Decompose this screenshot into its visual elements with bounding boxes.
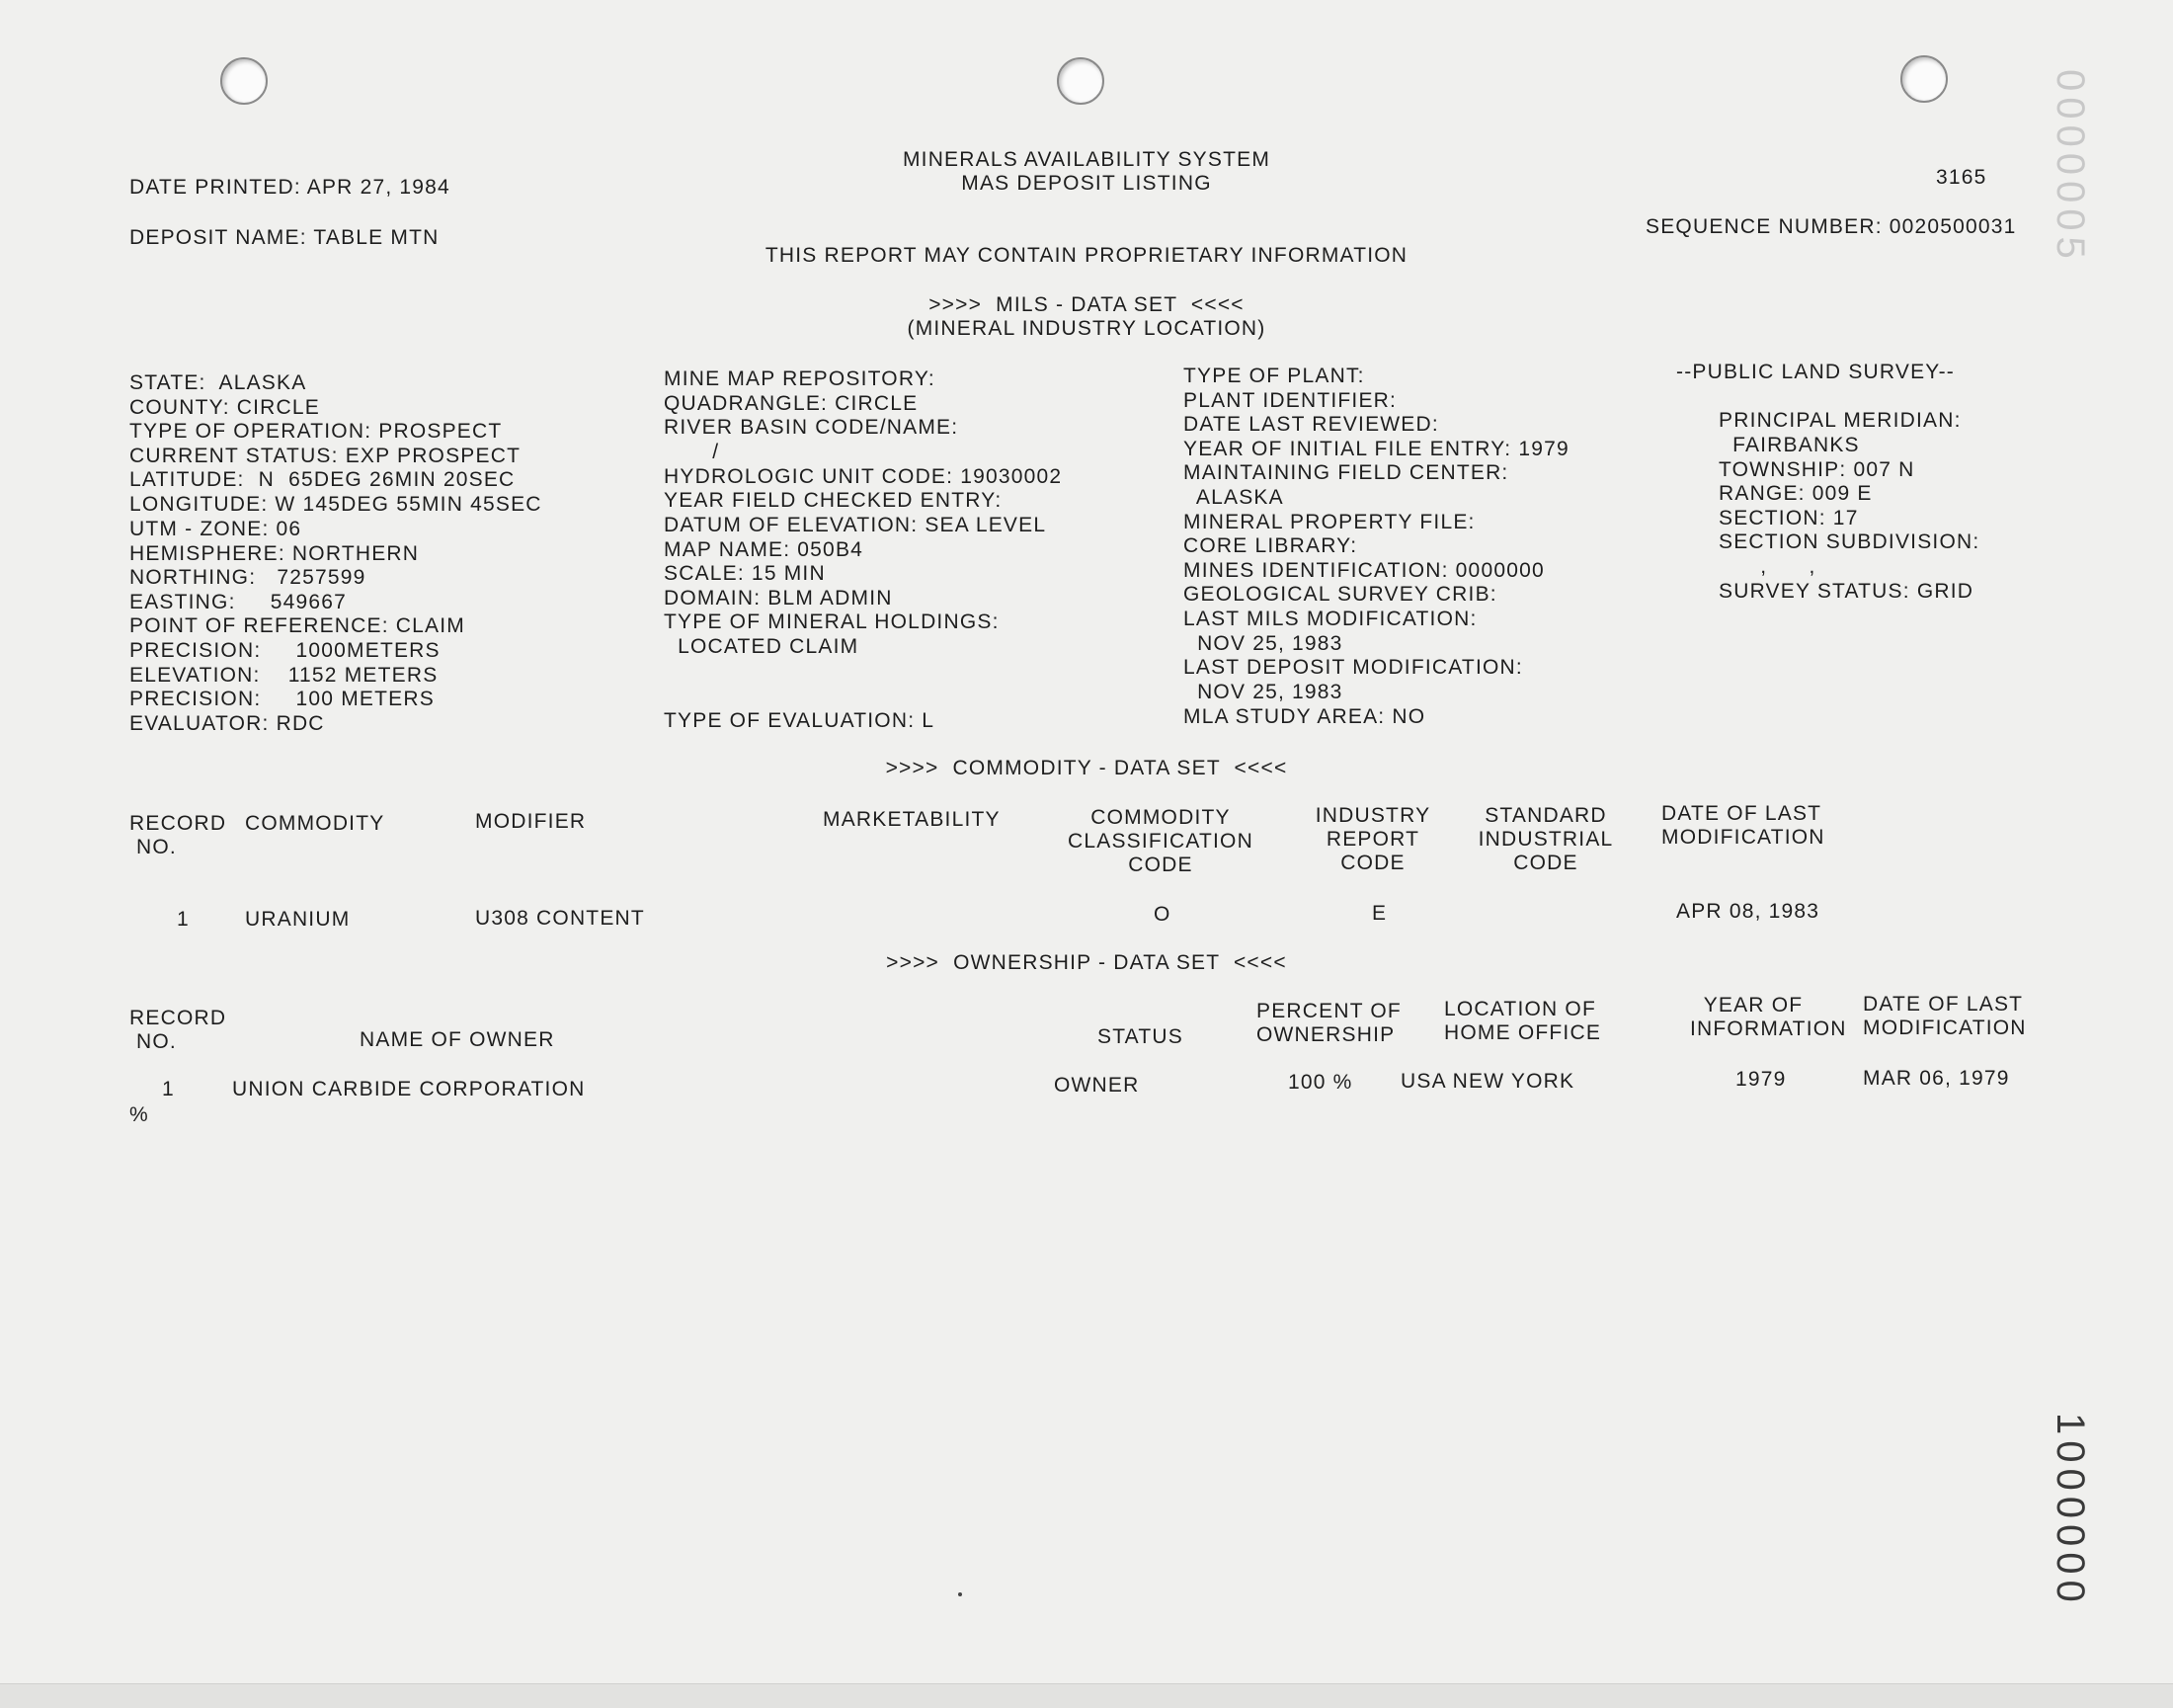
stray-mark: [958, 1592, 962, 1596]
field-line: STATE: ALASKA: [129, 371, 307, 394]
field-line: MLA STUDY AREA: NO: [1183, 705, 1426, 728]
field-line: HEMISPHERE: NORTHERN: [129, 542, 420, 565]
field-line: RIVER BASIN CODE/NAME:: [664, 416, 959, 439]
commodity-section-title: >>>> COMMODITY - DATA SET <<<<: [885, 757, 1288, 779]
field-line: NOV 25, 1983: [1183, 681, 1343, 703]
cell-date: APR 08, 1983: [1676, 900, 1820, 923]
cell-record: 1: [162, 1078, 175, 1100]
field-line: YEAR OF INITIAL FILE ENTRY: 1979: [1183, 438, 1569, 460]
field-line: PRINCIPAL MERIDIAN:: [1719, 409, 1962, 432]
punch-hole-center: [1057, 57, 1104, 105]
margin-stamp-top: 0000005: [2049, 69, 2092, 265]
field-line: LATITUDE: N 65DEG 26MIN 20SEC: [129, 468, 516, 491]
cell-commodity: URANIUM: [245, 908, 351, 931]
col-header-marketability: MARKETABILITY: [823, 808, 1001, 831]
field-line: ALASKA: [1183, 486, 1284, 509]
field-line: DOMAIN: BLM ADMIN: [664, 587, 893, 610]
field-line: PRECISION: 1000METERS: [129, 639, 441, 662]
field-line: COUNTY: CIRCLE: [129, 396, 320, 419]
punch-hole-right: [1900, 55, 1948, 103]
field-line: QUADRANGLE: CIRCLE: [664, 392, 919, 415]
date-printed: DATE PRINTED: APR 27, 1984: [129, 176, 450, 199]
cell-record: 1: [177, 908, 190, 931]
col-header-percent: PERCENT OF OWNERSHIP: [1256, 1000, 1402, 1046]
field-line: CURRENT STATUS: EXP PROSPECT: [129, 445, 522, 467]
col-header-record: RECORD NO.: [129, 1007, 227, 1053]
field-line: LOCATED CLAIM: [664, 635, 859, 658]
col-header-record: RECORD NO.: [129, 812, 227, 858]
cell-status: OWNER: [1054, 1074, 1140, 1097]
field-line: EVALUATOR: RDC: [129, 712, 325, 735]
cell-classification: O: [1154, 903, 1171, 926]
field-line: TYPE OF OPERATION: PROSPECT: [129, 420, 503, 443]
listing-title: MAS DEPOSIT LISTING: [961, 172, 1212, 195]
cell-percent: 100 %: [1288, 1071, 1353, 1094]
cell-location: USA NEW YORK: [1401, 1070, 1575, 1093]
field-line: MINERAL PROPERTY FILE:: [1183, 511, 1476, 533]
field-line: FAIRBANKS: [1719, 434, 1860, 456]
field-line: LAST DEPOSIT MODIFICATION:: [1183, 656, 1523, 679]
col-header-industry-code: INDUSTRY REPORT CODE: [1315, 804, 1431, 874]
field-line: MAP NAME: 050B4: [664, 538, 864, 561]
field-line: /: [664, 441, 720, 463]
col-header-owner: NAME OF OWNER: [360, 1028, 555, 1051]
field-line: ELEVATION: 1152 METERS: [129, 664, 439, 687]
field-line: TYPE OF PLANT:: [1183, 365, 1365, 387]
system-title: MINERALS AVAILABILITY SYSTEM: [902, 148, 1271, 171]
mils-section-subtitle: (MINERAL INDUSTRY LOCATION): [907, 317, 1266, 340]
col-header-date: DATE OF LAST MODIFICATION: [1661, 802, 1825, 849]
field-line: , ,: [1719, 555, 1816, 578]
field-line: SURVEY STATUS: GRID: [1719, 580, 1974, 603]
field-line: DATUM OF ELEVATION: SEA LEVEL: [664, 514, 1047, 536]
field-line: NORTHING: 7257599: [129, 566, 366, 589]
punch-hole-left: [220, 57, 268, 105]
field-line: RANGE: 009 E: [1719, 482, 1873, 505]
field-line: POINT OF REFERENCE: CLAIM: [129, 614, 465, 637]
page-number: 3165: [1936, 166, 1987, 189]
field-line: LAST MILS MODIFICATION:: [1183, 608, 1478, 630]
field-line: YEAR FIELD CHECKED ENTRY:: [664, 489, 1003, 512]
field-line: TYPE OF EVALUATION: L: [664, 709, 935, 732]
field-line: PRECISION: 100 METERS: [129, 688, 435, 710]
field-line: UTM - ZONE: 06: [129, 518, 302, 540]
cell-modifier: U308 CONTENT: [475, 907, 645, 930]
field-line: --PUBLIC LAND SURVEY--: [1676, 361, 1955, 383]
field-line: PLANT IDENTIFIER:: [1183, 389, 1398, 412]
col-header-commodity: COMMODITY: [245, 812, 385, 835]
field-line: HYDROLOGIC UNIT CODE: 19030002: [664, 465, 1063, 488]
field-line: SECTION SUBDIVISION:: [1719, 530, 1980, 553]
cell-industry-code: E: [1372, 902, 1388, 925]
page-bottom-edge: [0, 1683, 2173, 1708]
cell-date: MAR 06, 1979: [1863, 1067, 2010, 1090]
field-line: MINE MAP REPOSITORY:: [664, 367, 935, 390]
cell-owner: UNION CARBIDE CORPORATION: [232, 1078, 586, 1100]
field-line: SCALE: 15 MIN: [664, 562, 826, 585]
cell-year: 1979: [1735, 1068, 1787, 1091]
col-header-classification: COMMODITY CLASSIFICATION CODE: [1068, 806, 1253, 876]
field-line: MAINTAINING FIELD CENTER:: [1183, 461, 1509, 484]
field-line: GEOLOGICAL SURVEY CRIB:: [1183, 583, 1497, 606]
field-line: EASTING: 549667: [129, 591, 348, 613]
field-line: LONGITUDE: W 145DEG 55MIN 45SEC: [129, 493, 542, 516]
ownership-section-title: >>>> OWNERSHIP - DATA SET <<<<: [886, 951, 1287, 974]
col-header-location: LOCATION OF HOME OFFICE: [1444, 998, 1602, 1044]
field-line: DATE LAST REVIEWED:: [1183, 413, 1439, 436]
deposit-name: DEPOSIT NAME: TABLE MTN: [129, 226, 440, 249]
col-header-modifier: MODIFIER: [475, 810, 587, 833]
col-header-year: YEAR OF INFORMATION: [1690, 994, 1847, 1040]
field-line: SECTION: 17: [1719, 507, 1859, 529]
field-line: CORE LIBRARY:: [1183, 534, 1358, 557]
field-line: TYPE OF MINERAL HOLDINGS:: [664, 610, 1000, 633]
mils-section-title: >>>> MILS - DATA SET <<<<: [928, 293, 1245, 316]
sequence-number: SEQUENCE NUMBER: 0020500031: [1646, 215, 2017, 238]
field-line: NOV 25, 1983: [1183, 632, 1343, 655]
field-line: MINES IDENTIFICATION: 0000000: [1183, 559, 1545, 582]
proprietary-notice: THIS REPORT MAY CONTAIN PROPRIETARY INFORMATION: [765, 244, 1408, 267]
trailer-mark: %: [129, 1103, 149, 1126]
field-line: TOWNSHIP: 007 N: [1719, 458, 1915, 481]
col-header-date: DATE OF LAST MODIFICATION: [1863, 993, 2027, 1039]
col-header-status: STATUS: [1097, 1025, 1183, 1048]
col-header-standard-code: STANDARD INDUSTRIAL CODE: [1478, 804, 1614, 874]
margin-stamp-bottom: 1000000: [2049, 1413, 2092, 1608]
